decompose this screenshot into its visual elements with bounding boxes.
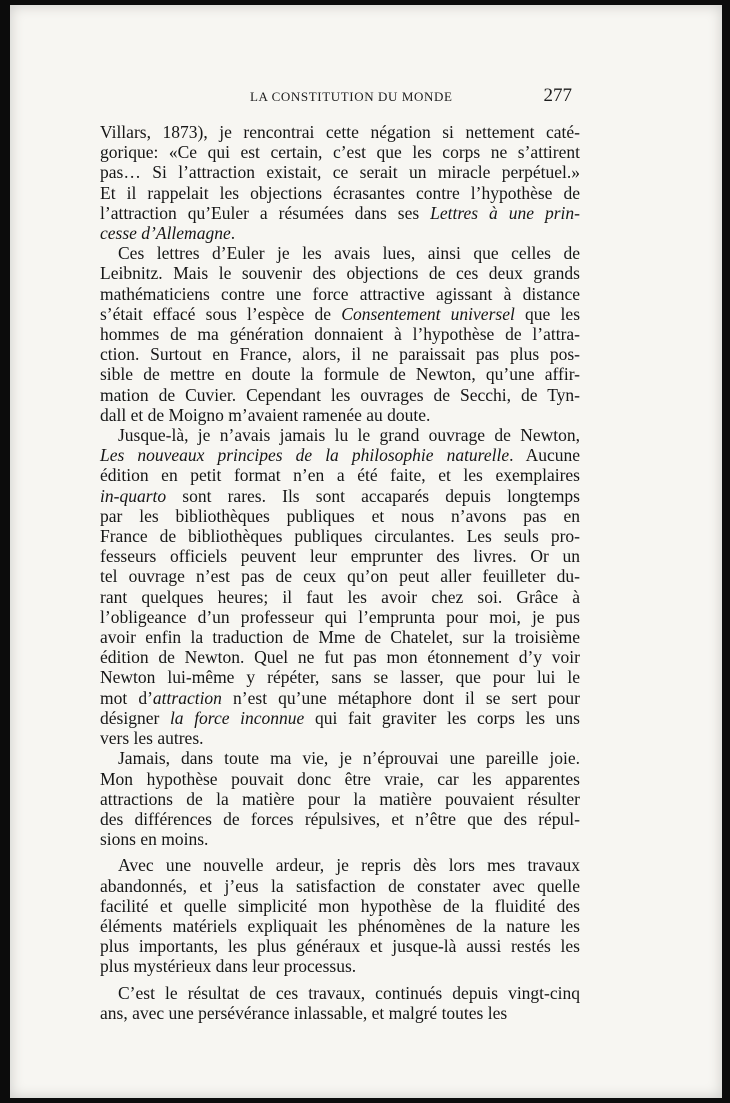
text-line: Et il rappelait les objections écrasantes contre l’hypothèse de — [100, 182, 580, 203]
text-line: mation de Cuvier. Cependant les ouvrages de Secchi, de Tyn- — [100, 384, 580, 405]
text-line: ction. Surtout en France, alors, il ne paraissait pas plus pos- — [100, 344, 580, 365]
text-line: Mon hypothèse pouvait donc être vraie, car les apparentes — [100, 768, 580, 789]
text-line: plus importants, les plus généraux et jusque-là aussi restés les — [100, 936, 580, 957]
text-line: désigner la force inconnue qui fait graviter les corps les uns — [100, 707, 580, 728]
body-text — [100, 122, 580, 1023]
text-line: plus mystérieux dans leur processus. — [100, 956, 357, 977]
paragraph — [100, 983, 580, 1023]
running-head: LA CONSTITUTION DU MONDE — [250, 89, 453, 104]
text-line: fesseurs officiels peuvent leur emprunter des livres. Or un — [100, 546, 580, 567]
paragraph — [100, 425, 580, 748]
text-line: Ces lettres d’Euler je les avais lues, ainsi que celles de — [118, 243, 580, 264]
text-line: ans, avec une persévérance inlassable, et malgré toutes les — [100, 1002, 508, 1023]
text-line: sible de mettre en doute la formule de Newton, qu’une affir- — [100, 364, 580, 385]
text-line: Avec une nouvelle ardeur, je repris dès lors mes travaux — [118, 855, 580, 876]
text-line: C’est le résultat de ces travaux, continués depuis vingt-cinq — [118, 982, 580, 1003]
text-line: mathématiciens contre une force attractive agissant à distance — [100, 283, 580, 304]
page-header — [100, 87, 580, 111]
text-line: Villars, 1873), je rencontrai cette négation si nettement caté- — [100, 122, 580, 142]
text-line: pas… Si l’attraction existait, ce serait un miracle perpétuel.» — [100, 162, 580, 183]
text-line: tel ouvrage n’est pas de ceux qu’on peut aller feuilleter du- — [100, 566, 580, 587]
text-line: Jamais, dans toute ma vie, je n’éprouvai une pareille joie. — [118, 748, 580, 769]
text-line: Newton lui-même y répéter, sans se lasser, que pour lui le — [100, 667, 580, 688]
text-line: Leibnitz. Mais le souvenir des objections de ces deux grands — [100, 263, 580, 284]
text-line: abandonnés, et j’eus la satisfaction de constater avec quelle — [100, 875, 580, 896]
text-line: l’obligeance d’un professeur qui l’emprunta pour moi, je pus — [100, 606, 580, 627]
text-line: France de bibliothèques publiques circulantes. Les seuls pro- — [100, 526, 580, 547]
text-line: gorique: «Ce qui est certain, c’est que les corps ne s’attirent — [100, 142, 580, 163]
text-line: vers les autres. — [100, 728, 204, 749]
text-line: mot d’attraction n’est qu’une métaphore dont il se sert pour — [100, 687, 580, 708]
text-line: dall et de Moigno m’avaient ramenée au doute. — [100, 404, 431, 425]
text-line: édition de Newton. Quel ne fut pas mon étonnement d’y voir — [100, 647, 580, 668]
book-page — [10, 5, 722, 1098]
text-line: par les bibliothèques publiques et nous n’avons pas en — [100, 505, 580, 526]
paragraph — [100, 855, 580, 976]
text-line: Les nouveaux principes de la philosophie naturelle. Aucune — [100, 445, 580, 466]
paragraph — [100, 748, 580, 849]
text-line: cesse d’Allemagne. — [100, 223, 236, 244]
text-line: in-quarto sont rares. Ils sont accaparés depuis longtemps — [100, 485, 580, 506]
paragraph — [100, 122, 580, 243]
text-line: attractions de la matière pour la matière pouvaient résulter — [100, 788, 580, 809]
page-number: 277 — [543, 85, 572, 106]
text-line: rant quelques heures; il faut les avoir chez soi. Grâce à — [100, 586, 580, 607]
text-line: sions en moins. — [100, 829, 209, 850]
text-line: éléments matériels expliquait les phénomènes de la nature les — [100, 915, 580, 936]
text-line: édition en petit format n’en a été faite, et les exemplaires — [100, 465, 580, 486]
text-line: facilité et quelle simplicité mon hypothèse de la fluidité des — [100, 895, 580, 916]
text-line: s’était effacé sous l’espèce de Consentement universel que les — [100, 303, 580, 324]
paragraph — [100, 243, 580, 425]
text-line: des différences de forces répulsives, et n’être que des répul- — [100, 808, 580, 829]
text-line: hommes de ma génération donnaient à l’hypothèse de l’attra- — [100, 324, 580, 345]
text-line: l’attraction qu’Euler a résumées dans ses Lettres à une prin- — [100, 202, 580, 223]
text-line: avoir enfin la traduction de Mme de Chatelet, sur la troisième — [100, 627, 580, 648]
text-line: Jusque-là, je n’avais jamais lu le grand ouvrage de Newton, — [118, 425, 580, 446]
